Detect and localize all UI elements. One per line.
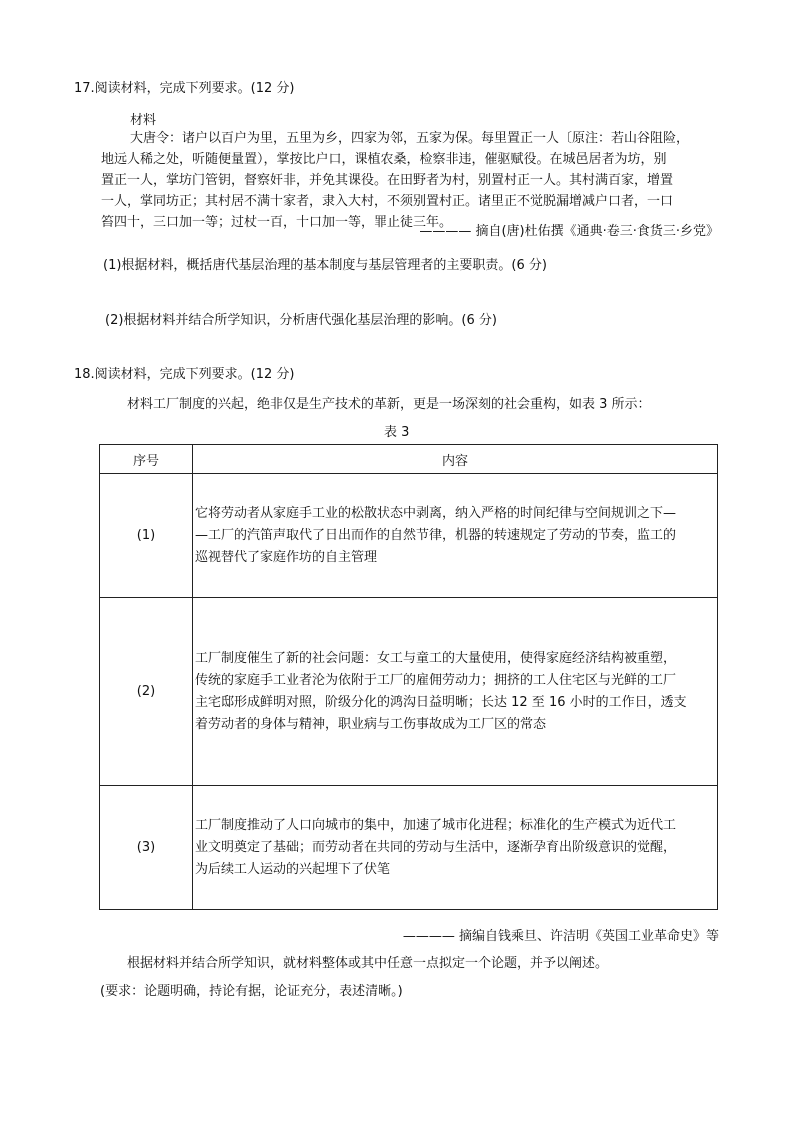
- row-content-line: 主宅邸形成鲜明对照，阶级分化的鸿沟日益明晰；长达 12 至 16 小时的工作日，透支: [195, 694, 687, 710]
- material-line: 置正一人，掌坊门管钥，督察奸非，并免其课役。在田野者为村，别置村正一人。其村满百家，增置: [101, 173, 674, 188]
- material-line: 一人，掌同坊正；其村居不满十家者，隶入大村，不须别置村正。诸里正不觉脱漏增减户口者，一口: [101, 194, 674, 209]
- row-number: (1): [100, 474, 193, 598]
- row-content-line: 为后续工人运动的兴起埋下了伏笔: [195, 861, 391, 877]
- table-source: ———— 摘编自钱乘旦、许洁明《英国工业革命史》等: [402, 929, 719, 944]
- row-content-line: 巡视替代了家庭作坊的自主管理: [195, 549, 378, 565]
- material-line: 地远人稀之处，听随便量置），掌按比户口，课植农桑，检察非违，催驱赋役。在城邑居者为坊，别: [101, 152, 667, 167]
- task-requirement: (要求：论题明确，持论有据，论证充分，表述清晰。): [100, 984, 403, 999]
- table-row: [100, 598, 718, 786]
- table-header-row: [100, 445, 718, 474]
- row-content-line: 工厂制度推动了人口向城市的集中，加速了城市化进程；标准化的生产模式为近代工: [195, 817, 677, 833]
- header-content: 内容: [193, 445, 718, 474]
- row-content-line: —工厂的汽笛声取代了日出而作的自然节律，机器的转速规定了劳动的节奏，监工的: [195, 527, 677, 543]
- row-content: [193, 474, 718, 598]
- row-content-line: 着劳动者的身体与精神，职业病与工伤事故成为工厂区的常态: [195, 716, 547, 732]
- material-label: 材料: [130, 113, 157, 128]
- row-content: [193, 598, 718, 786]
- table-row: [100, 786, 718, 910]
- question-18-title: 18.阅读材料，完成下列要求。(12 分): [74, 367, 295, 382]
- table-3: [99, 444, 718, 910]
- subquestion-1: (1)根据材料，概括唐代基层治理的基本制度与基层管理者的主要职责。(6 分): [103, 258, 547, 273]
- table-caption: 表 3: [384, 425, 410, 440]
- subquestion-2: (2)根据材料并结合所学知识，分析唐代强化基层治理的影响。(6 分): [105, 313, 497, 328]
- material-source: ———— 摘自(唐)杜佑撰《通典·卷三·食货三·乡党》: [419, 224, 719, 239]
- row-content: [193, 786, 718, 910]
- question-17-title: 17.阅读材料，完成下列要求。(12 分): [74, 81, 295, 96]
- material-intro: 材料工厂制度的兴起，绝非仅是生产技术的革新，更是一场深刻的社会重构，如表 3 所示：: [127, 397, 651, 412]
- task-prompt: 根据材料并结合所学知识，就材料整体或其中任意一点拟定一个论题，并予以阐述。: [127, 956, 609, 971]
- material-line: 笞四十，三口加一等；过杖一百，十口加一等，罪止徒三年。: [101, 215, 453, 230]
- row-content-line: 工厂制度催生了新的社会问题：女工与童工的大量使用，使得家庭经济结构被重塑，: [195, 650, 677, 666]
- header-number: 序号: [100, 445, 193, 474]
- row-number: (3): [100, 786, 193, 910]
- row-number: (2): [100, 598, 193, 786]
- material-line: 大唐令：诸户以百户为里，五里为乡，四家为邻，五家为保。每里置正一人〔原注：若山谷阻险，: [130, 131, 690, 146]
- row-content-line: 它将劳动者从家庭手工业的松散状态中剥离，纳入严格的时间纪律与空间规训之下—: [195, 505, 677, 521]
- table-row: [100, 474, 718, 598]
- row-content-line: 业文明奠定了基础；而劳动者在共同的劳动与生活中，逐渐孕育出阶级意识的觉醒，: [195, 839, 677, 855]
- row-content-line: 传统的家庭手工业者沦为依附于工厂的雇佣劳动力；拥挤的工人住宅区与光鲜的工厂: [195, 672, 677, 688]
